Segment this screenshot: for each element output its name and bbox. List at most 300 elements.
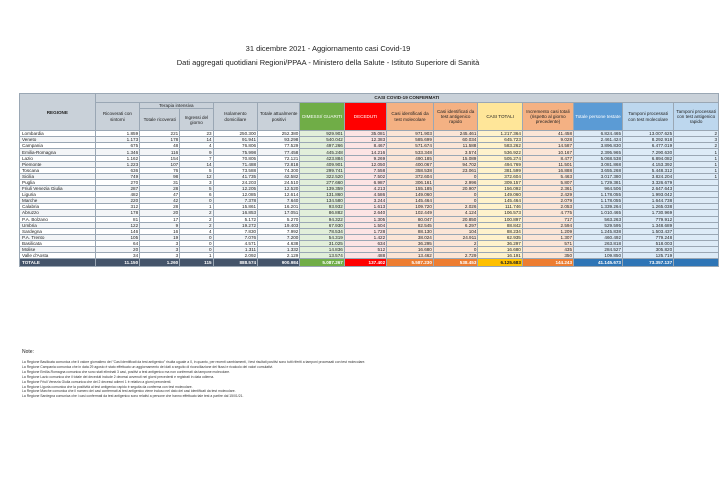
- table-cell: 964.506: [574, 186, 623, 192]
- table-cell: 5.807: [522, 179, 573, 185]
- table-cell: 67.930: [300, 222, 345, 228]
- table-cell: 7.640: [258, 198, 300, 204]
- region-name-cell: Molise: [20, 246, 96, 252]
- table-cell: 221: [140, 131, 180, 137]
- table-cell: 0: [180, 198, 213, 204]
- table-cell: 16.680: [387, 246, 434, 252]
- table-cell: 3.017.380: [574, 173, 623, 179]
- table-cell: 3: [140, 246, 180, 252]
- table-cell: 3.326.679: [623, 179, 674, 185]
- table-cell: 675: [95, 143, 140, 149]
- table-cell: 372.604: [478, 173, 523, 179]
- table-cell: 16.680: [478, 246, 523, 252]
- table-cell: 1.728: [344, 228, 386, 234]
- table-cell: 8.477: [522, 155, 573, 161]
- table-cell: 536.922: [478, 149, 523, 155]
- table-cell: 2: [180, 210, 213, 216]
- table-cell: 12.383: [344, 137, 386, 143]
- covid-table-container: [19, 93, 717, 317]
- table-cell: 4.213: [344, 186, 386, 192]
- table-cell: 134.580: [300, 198, 345, 204]
- region-name-cell: Emilia-Romagna: [20, 149, 96, 155]
- table-cell: 10.167: [522, 149, 573, 155]
- table-cell: 122: [95, 222, 140, 228]
- table-cell: 75.998: [213, 149, 258, 155]
- table-cell: 2.729: [433, 253, 478, 259]
- table-cell: 72.818: [258, 161, 300, 167]
- table-cell: 35.081: [344, 131, 386, 137]
- table-cell: 16: [140, 228, 180, 234]
- table-cell: 13.462: [387, 253, 434, 259]
- table-cell: 350: [522, 253, 573, 259]
- total-cell: 5.587.230: [387, 259, 434, 267]
- total-cell: 6.125.683: [478, 259, 523, 267]
- table-cell: 634: [344, 240, 386, 246]
- table-cell: 146: [95, 228, 140, 234]
- table-cell: 1.503.437: [623, 228, 674, 234]
- note-line: La Regione Basilicata comunica che il valore giornaliero dei "Casi identificati da test antigenico" risulta uguale a 0, in quanto, per recenti cambiamenti, i test risultati positivi sono tutti riferiti a tamponi processati con test molecolare.: [22, 360, 366, 364]
- table-cell: 42.582: [258, 173, 300, 179]
- table-cell: 220: [95, 198, 140, 204]
- table-cell: 80.047: [387, 216, 434, 222]
- table-cell: 8.467: [344, 143, 386, 149]
- table-cell: 93.932: [300, 204, 345, 210]
- table-cell: 309.157: [478, 179, 523, 185]
- table-cell: 2: [674, 131, 719, 137]
- table-cell: 5.068.538: [574, 155, 623, 161]
- table-cell: 4.153.392: [623, 161, 674, 167]
- table-cell: 1: [674, 155, 719, 161]
- table-cell: 71.488: [213, 161, 258, 167]
- table-cell: 23.061: [433, 167, 478, 173]
- table-cell: 42: [140, 198, 180, 204]
- table-cell: 5.172: [213, 216, 258, 222]
- table-cell: 16.201: [258, 204, 300, 210]
- table-cell: 250.300: [213, 131, 258, 137]
- region-name-cell: Veneto: [20, 137, 96, 143]
- table-cell: 111.746: [478, 204, 523, 210]
- region-name-cell: Friuli Venezia Giulia: [20, 186, 96, 192]
- table-cell: 1.422: [344, 234, 386, 240]
- table-cell: 12.050: [344, 161, 386, 167]
- table-cell: 2: [674, 143, 719, 149]
- total-cell: [674, 259, 719, 267]
- table-cell: 14.216: [344, 149, 386, 155]
- table-cell: 583.262: [478, 143, 523, 149]
- table-cell: 156.092: [478, 186, 523, 192]
- table-cell: 533.348: [387, 149, 434, 155]
- table-cell: 3: [140, 253, 180, 259]
- note-line: La Regione Emilia-Romagna comunica che sono stati eliminati 3 casi, positivi a test antigenico ma non confermati da tampone molecolare.: [22, 369, 231, 374]
- note-line: La Regione Liguria comunica che la positività al test antigenico rapido è seguita da conferma con test molecolare.: [22, 384, 193, 389]
- table-cell: 7: [180, 155, 213, 161]
- table-cell: 34: [95, 253, 140, 259]
- table-cell: 7.830: [213, 228, 258, 234]
- table-cell: 563.263: [574, 216, 623, 222]
- table-cell: 28: [140, 204, 180, 210]
- table-cell: 400.067: [387, 161, 434, 167]
- table-cell: 12.205: [213, 186, 258, 192]
- table-cell: 358.538: [387, 167, 434, 173]
- region-name-cell: Piemonte: [20, 161, 96, 167]
- table-cell: 482: [95, 192, 140, 198]
- table-cell: 571: [522, 240, 573, 246]
- table-cell: 14.587: [522, 143, 573, 149]
- page-title: 31 dicembre 2021 - Aggiornamento casi Covid-19: [245, 44, 411, 53]
- table-cell: 64: [95, 240, 140, 246]
- table-cell: 94.702: [433, 161, 478, 167]
- table-cell: 13.007.625: [623, 131, 674, 137]
- region-name-cell: P.A. Bolzano: [20, 216, 96, 222]
- header-guariti: DIMESSI/ GUARITI: [300, 103, 345, 131]
- table-cell: 145.464: [478, 198, 523, 204]
- header-incremento: Incremento casi totali (rispetto al giorno precedente): [522, 103, 573, 131]
- table-cell: 1.504: [344, 222, 386, 228]
- table-cell: 749: [95, 173, 140, 179]
- table-cell: 38.024: [387, 234, 434, 240]
- table-cell: 277.660: [300, 179, 345, 185]
- table-cell: 5: [180, 186, 213, 192]
- table-cell: 372.604: [387, 173, 434, 179]
- table-cell: 585.699: [387, 137, 434, 143]
- header-tamponi-molecolare: Tamponi processati con test molecolare: [623, 103, 674, 131]
- table-cell: 62.935: [478, 234, 523, 240]
- table-cell: 48: [140, 143, 180, 149]
- table-cell: 3: [140, 240, 180, 246]
- table-cell: 72.121: [258, 155, 300, 161]
- table-cell: 4: [180, 143, 213, 149]
- table-cell: 4.124: [433, 210, 478, 216]
- table-cell: 505.274: [478, 155, 523, 161]
- table-cell: 3.824.204: [623, 173, 674, 179]
- total-cell: 41.145.673: [574, 259, 623, 267]
- table-cell: 2.461.424: [574, 137, 623, 143]
- table-cell: 28: [140, 186, 180, 192]
- table-cell: 17: [140, 216, 180, 222]
- table-cell: 490.185: [387, 155, 434, 161]
- header-ti-ingressi: Ingressi del giorno: [180, 109, 213, 131]
- notes-list: [22, 360, 642, 399]
- table-cell: 7.290.630: [623, 149, 674, 155]
- table-cell: 7.200: [258, 234, 300, 240]
- table-cell: 409.901: [300, 161, 345, 167]
- table-cell: 4.571: [213, 240, 258, 246]
- table-cell: 17.051: [258, 210, 300, 216]
- table-cell: 312: [95, 204, 140, 210]
- table-cell: 20.907: [433, 186, 478, 192]
- table-cell: 2.361: [522, 186, 573, 192]
- table-cell: 24.510: [258, 179, 300, 185]
- table-cell: 2.395.965: [574, 149, 623, 155]
- table-cell: 2.429: [522, 192, 573, 198]
- table-cell: 73.588: [213, 167, 258, 173]
- table-cell: 86.882: [300, 210, 345, 216]
- table-cell: 1.217.364: [478, 131, 523, 137]
- table-cell: 322.520: [300, 173, 345, 179]
- table-cell: 1: [180, 253, 213, 259]
- table-cell: 1.644.738: [623, 198, 674, 204]
- table-cell: 106.573: [478, 210, 523, 216]
- table-cell: 91.941: [213, 137, 258, 143]
- table-cell: 76: [140, 167, 180, 173]
- table-cell: 36.297: [478, 240, 523, 246]
- table-cell: 1.613: [344, 204, 386, 210]
- table-cell: 1.993.042: [623, 192, 674, 198]
- table-cell: 93.298: [258, 137, 300, 143]
- table-cell: 7.502: [344, 173, 386, 179]
- header-ricoverati: Ricoverati con sintomi: [95, 103, 140, 131]
- table-cell: 20: [140, 210, 180, 216]
- table-cell: 81: [95, 216, 140, 222]
- table-cell: 245.461: [433, 131, 478, 137]
- table-cell: 2.053: [522, 204, 573, 210]
- table-cell: 7.558: [344, 167, 386, 173]
- table-cell: 94.322: [300, 216, 345, 222]
- table-cell: 47: [140, 192, 180, 198]
- table-cell: 88.842: [478, 222, 523, 228]
- table-cell: 6: [180, 192, 213, 198]
- table-cell: 8.292.918: [623, 137, 674, 143]
- table-cell: 13.574: [300, 253, 345, 259]
- total-label-cell: TOTALE: [20, 259, 96, 267]
- region-name-cell: Abruzzo: [20, 210, 96, 216]
- table-cell: 14: [180, 137, 213, 143]
- table-cell: 102.449: [387, 210, 434, 216]
- total-cell: 73.357.137: [623, 259, 674, 267]
- table-cell: 0: [180, 234, 213, 240]
- table-cell: 6.297: [433, 222, 478, 228]
- table-cell: 16.853: [213, 210, 258, 216]
- table-cell: 460.492: [574, 234, 623, 240]
- table-cell: 1: [674, 149, 719, 155]
- table-cell: 3.896.830: [574, 143, 623, 149]
- table-cell: 7.076: [213, 234, 258, 240]
- header-terapia-intensiva: Terapia intensiva: [140, 103, 213, 109]
- header-persone-testate: Totale persone testate: [574, 103, 623, 131]
- table-cell: 287: [95, 186, 140, 192]
- table-cell: 1.010.465: [574, 210, 623, 216]
- table-cell: 2.026: [433, 204, 478, 210]
- table-cell: 12.520: [258, 186, 300, 192]
- total-cell: 888.574: [213, 259, 258, 267]
- table-cell: 423.884: [300, 155, 345, 161]
- table-cell: 381.599: [478, 167, 523, 173]
- table-cell: 2.640: [344, 210, 386, 216]
- table-cell: 2.647.643: [623, 186, 674, 192]
- table-cell: 636: [95, 167, 140, 173]
- total-cell: 144.243: [522, 259, 573, 267]
- table-cell: 435: [522, 246, 573, 252]
- table-cell: 6.987: [344, 179, 386, 185]
- table-cell: 1: [674, 161, 719, 167]
- table-cell: 41.458: [522, 131, 573, 137]
- page-subtitle: Dati aggregati quotidiani Regioni/PPAA - Ministero della Salute - Istituto Superiore di Sanità: [176, 58, 480, 67]
- table-cell: 929.901: [300, 131, 345, 137]
- table-cell: 0: [433, 192, 478, 198]
- region-name-cell: Lazio: [20, 155, 96, 161]
- table-cell: 488: [344, 253, 386, 259]
- table-cell: 497.266: [300, 143, 345, 149]
- table-cell: 779.912: [623, 216, 674, 222]
- region-name-cell: Campania: [20, 143, 96, 149]
- region-name-cell: Liguria: [20, 192, 96, 198]
- region-name-cell: P.A. Trento: [20, 234, 96, 240]
- table-cell: 88.130: [387, 228, 434, 234]
- table-cell: 1.265.038: [623, 204, 674, 210]
- table-cell: 3.574: [433, 149, 478, 155]
- table-cell: 263.818: [574, 240, 623, 246]
- table-cell: 5.463: [522, 173, 573, 179]
- table-cell: 252.380: [258, 131, 300, 137]
- table-cell: 1.348.689: [623, 222, 674, 228]
- notes-heading: Note:: [22, 349, 34, 355]
- table-cell: 109.720: [387, 204, 434, 210]
- total-cell: 137.402: [344, 259, 386, 267]
- table-cell: 971.903: [387, 131, 434, 137]
- table-cell: 779.248: [623, 234, 674, 240]
- region-name-cell: Umbria: [20, 222, 96, 228]
- table-cell: 77.529: [258, 143, 300, 149]
- table-cell: 88.234: [478, 228, 523, 234]
- header-attualmente-positivi: Totale attualmente positivi: [258, 103, 300, 131]
- note-line: La Regione Marche comunica che il numero dei casi confermati al test antigenico viene incluso nel dato dei casi identificati da test molecolare.: [22, 389, 236, 394]
- region-name-cell: Marche: [20, 198, 96, 204]
- total-row: [20, 259, 719, 267]
- table-cell: 540.042: [300, 137, 345, 143]
- table-cell: 2.129: [258, 253, 300, 259]
- region-name-cell: Basilicata: [20, 240, 96, 246]
- table-cell: 7.378: [213, 198, 258, 204]
- table-cell: 0: [433, 198, 478, 204]
- table-cell: 154: [140, 155, 180, 161]
- table-cell: 60.034: [433, 137, 478, 143]
- table-cell: 5: [180, 167, 213, 173]
- table-cell: 100.897: [478, 216, 523, 222]
- header-molecolare: Casi identificati da test molecolare: [387, 103, 434, 131]
- table-cell: 305.820: [623, 246, 674, 252]
- table-cell: 145.464: [387, 198, 434, 204]
- table-cell: 1.332: [258, 246, 300, 252]
- table-cell: 529.595: [574, 222, 623, 228]
- header-deceduti: DECEDUTI: [344, 103, 386, 131]
- table-cell: 16.191: [478, 253, 523, 259]
- table-cell: 494.769: [478, 161, 523, 167]
- total-cell: 5.087.267: [300, 259, 345, 267]
- table-cell: 1.178.055: [574, 198, 623, 204]
- table-cell: 23: [180, 131, 213, 137]
- table-cell: 20.850: [433, 216, 478, 222]
- header-group-title: CASI COVID-19 CONFERMATI: [95, 94, 718, 103]
- table-cell: 19.403: [258, 222, 300, 228]
- table-cell: 717: [522, 216, 573, 222]
- table-cell: 6.894.082: [623, 155, 674, 161]
- table-cell: 2.594: [522, 222, 573, 228]
- table-cell: 518.003: [623, 240, 674, 246]
- table-body: [20, 131, 719, 267]
- table-cell: 0: [180, 246, 213, 252]
- table-cell: 15.861: [213, 204, 258, 210]
- header-tamponi-antigenico: Tamponi processati con test antigenico rapido: [674, 103, 719, 131]
- note-line: La Regione Campania comunica che in data 29 agosto è stato effettuato un aggiornamento dei dati a seguito di riconciliazione dei flussi e ricalcolo dei valori cumulativi.: [22, 364, 274, 369]
- table-cell: 1.730.969: [623, 210, 674, 216]
- table-cell: 1: [180, 204, 213, 210]
- table-cell: 70.805: [213, 155, 258, 161]
- table-cell: 74.300: [258, 167, 300, 173]
- table-cell: 82.545: [387, 222, 434, 228]
- table-cell: 0: [180, 240, 213, 246]
- table-cell: 2.092: [213, 253, 258, 259]
- table-cell: 125.719: [623, 253, 674, 259]
- table-cell: 9.269: [344, 155, 386, 161]
- table-cell: 2.996: [433, 179, 478, 185]
- table-cell: 1.245.838: [574, 228, 623, 234]
- table-cell: 16.888: [522, 167, 573, 173]
- table-cell: 11.501: [522, 161, 573, 167]
- table-cell: 54.319: [300, 234, 345, 240]
- table-cell: 36.295: [387, 240, 434, 246]
- table-cell: 1: [674, 173, 719, 179]
- table-cell: 105: [95, 234, 140, 240]
- header-casi-totali: CASI TOTALI: [478, 103, 523, 131]
- table-cell: 270: [95, 179, 140, 185]
- table-cell: 4.586: [344, 192, 386, 198]
- region-name-cell: Sardegna: [20, 228, 96, 234]
- table-cell: 1.311: [213, 246, 258, 252]
- table-cell: 3: [674, 137, 719, 143]
- table-cell: 5.270: [258, 216, 300, 222]
- table-cell: 178: [95, 210, 140, 216]
- table-cell: 76.806: [213, 143, 258, 149]
- table-cell: 178: [140, 137, 180, 143]
- table-cell: 1.173: [95, 137, 140, 143]
- table-cell: 512: [344, 246, 386, 252]
- table-cell: 139.359: [300, 186, 345, 192]
- table-cell: 7.992: [258, 228, 300, 234]
- table-cell: 149.060: [387, 192, 434, 198]
- table-cell: 5.448.312: [623, 167, 674, 173]
- region-name-cell: Sicilia: [20, 173, 96, 179]
- table-cell: 1.339.264: [574, 204, 623, 210]
- note-line: La Regione Friuli Venezia Giulia comunica che dei 2 decessi odierni 1 è relativo a giorni precedenti.: [22, 379, 172, 384]
- total-cell: 1.260: [140, 259, 180, 267]
- table-cell: 31.025: [300, 240, 345, 246]
- table-cell: 12.614: [258, 192, 300, 198]
- table-cell: 4.775: [522, 210, 573, 216]
- table-cell: 1.162: [95, 155, 140, 161]
- region-name-cell: Puglia: [20, 179, 96, 185]
- table-cell: 77.458: [258, 149, 300, 155]
- table-cell: 109.850: [574, 253, 623, 259]
- table-cell: 31: [140, 179, 180, 185]
- header-ti-totale: Totale ricoverati: [140, 109, 180, 131]
- total-cell: 538.453: [433, 259, 478, 267]
- table-cell: 19: [140, 234, 180, 240]
- table-cell: 299.741: [300, 167, 345, 173]
- table-cell: 78.534: [300, 228, 345, 234]
- table-cell: 2: [433, 240, 478, 246]
- table-cell: 1.346: [95, 149, 140, 155]
- table-cell: 2: [180, 222, 213, 228]
- table-cell: 6.477.019: [623, 143, 674, 149]
- header-antigenico: Casi identificati da test antigenico rapido: [433, 103, 478, 131]
- table-cell: 12.085: [213, 192, 258, 198]
- table-cell: 284.527: [574, 246, 623, 252]
- total-cell: 900.984: [258, 259, 300, 267]
- table-cell: 12: [180, 173, 213, 179]
- table-cell: 3.244: [344, 198, 386, 204]
- total-cell: 115: [180, 259, 213, 267]
- region-name-cell: Lombardia: [20, 131, 96, 137]
